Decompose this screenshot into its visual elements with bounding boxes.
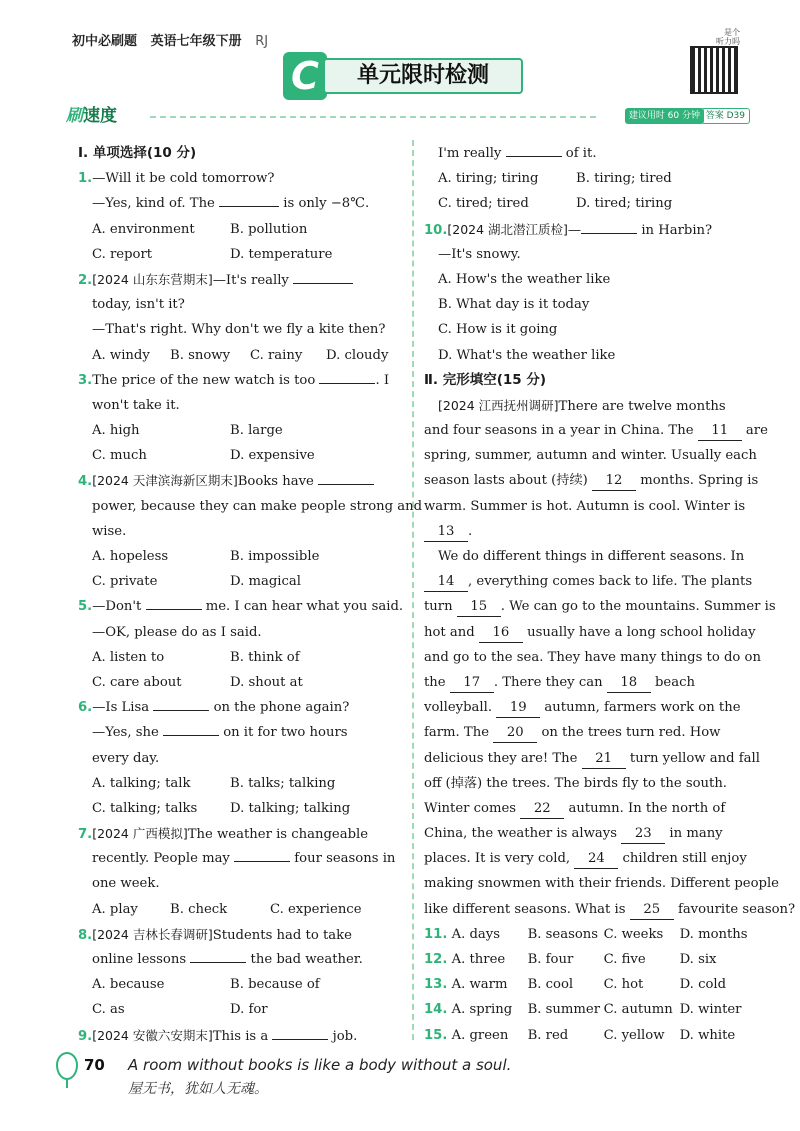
options-q1: A. environment B. pollution: [92, 221, 308, 237]
question-10: 10.[2024 湖北潜江质检]— in Harbin?: [424, 221, 713, 238]
passage-line: hot and 16 usually have a long school holiday: [424, 620, 750, 645]
passage-line: and go to the sea. They have many things to do on: [424, 649, 761, 665]
passage-line: China, the weather is always 23 in many: [424, 821, 750, 846]
cloze-options-11: 11. A. days B. seasons C. weeks D. months: [424, 926, 748, 942]
cloze-blank[interactable]: 18: [607, 674, 651, 693]
answer-blank[interactable]: [219, 193, 279, 207]
cloze-options-14: 14. A. spring B. summer C. autumn D. winter: [424, 1002, 742, 1018]
options-q8: A. because B. because of: [92, 977, 320, 993]
cloze-blank[interactable]: 16: [479, 624, 523, 643]
qr-label: 是个 听力吗: [716, 28, 740, 46]
column-divider: [412, 140, 414, 1040]
passage-line: turn 15 . We can go to the mountains. Summer is: [424, 594, 750, 619]
dashed-divider: [150, 116, 600, 118]
cloze-blank[interactable]: 25: [630, 901, 674, 920]
page-number: 70: [84, 1056, 105, 1074]
cloze-options-12: 12. A. three B. four C. five D. six: [424, 952, 717, 967]
title-letter: C: [283, 52, 327, 100]
qr-code-icon: [690, 46, 738, 94]
cloze-blank[interactable]: 19: [496, 699, 540, 718]
footer-quote-en: A room without books is like a body without a soul.: [128, 1056, 512, 1074]
suggested-time-badge: 建议用时 60 分钟: [625, 108, 704, 124]
right-column: I'm really of it. A. tiring; tiring B. tiring; tired C. tired; tired D. tired; tiring 10.[2024 湖北潜江质检]— in Harbin? —It's snowy. A. How's the weather like B. What day is it today C. How is it going D. What's the weather like Ⅱ. 完形填空(15 分) [2024 江西抚州调研]There are twelve months and four seasons in a year in China. The 11 are spring, summer, autumn and winter. Usually each season lasts about (持续) 12 months. Spring is warm. Summer is hot. Autumn is cool. Winter is 13 . We do different things in different seasons. In 14 , everything comes back to life. The plants turn 15 . We can go to the mountains. Summer is hot and 16 usually have a long school holiday and go to the sea. They have many things to do on the 17 . There they can 18 beach volleyball. 19 autumn, farmers work on the farm. The 20 on the trees turn red. How delicious they are! The 21 turn yellow and fall off (掉落) the trees. The birds fly to the south. Winter comes 22 autumn. In the north of China, the weather is always 23 in many places. It is very cold, 24 children still enjoy making snowmen with their friends. Different people like different seasons. What is 25 favourite season? 11. A. days B. seasons C. weeks D. months 12. A. three B. four C. five D. six 13. A. warm B. cool C. hot D. cold 14. A. spring B. summer C. autumn D. winter 15. A. green B. red C. yellow D. white: [424, 141, 750, 1048]
cloze-blank[interactable]: 21: [582, 750, 626, 769]
title-text: 单元限时检测: [323, 58, 523, 94]
question-4: 4.[2024 天津滨海新区期末]Books have: [78, 468, 404, 493]
options-q9: A. tiring; tiring B. tiring; tired: [438, 171, 672, 187]
question-6: 6.—Is Lisa on the phone again?: [78, 695, 404, 720]
passage-line: off (掉落) the trees. The birds fly to the south.: [424, 775, 728, 791]
cloze-options-15: 15. A. green B. red C. yellow D. white: [424, 1027, 736, 1043]
passage-line: like different seasons. What is 25 favourite season?: [424, 897, 750, 922]
cloze-blank[interactable]: 22: [520, 800, 564, 819]
passage-line: places. It is very cold, 24 children still enjoy: [424, 846, 750, 871]
options-q2: A. windy B. snowy C. rainy D. cloudy: [92, 347, 389, 363]
cloze-blank[interactable]: 15: [457, 598, 501, 617]
book-header: [72, 30, 268, 49]
cloze-blank[interactable]: 11: [698, 422, 742, 441]
answer-blank[interactable]: [318, 471, 374, 485]
passage-line: delicious they are! The 21 turn yellow and fall: [424, 746, 750, 771]
left-column: Ⅰ. 单项选择(10 分) 1.—Will it be cold tomorrow? —Yes, kind of. The is only −8℃. A. environment B. pollution C. report D. temperature 2.[2024 山东东营期末]—It's really today, isn't it? —That's right. Why don't we fly a kite then? A. windy B. snowy C. rainy D. cloudy 3.The price of the new watch is too . I won't take it. A. high B. large C. much D. expensive 4.[2024 天津滨海新区期末]Books have power, because they can make people strong and wise. A. hopeless B. impossible C. private D. magical 5.—Don't me. I can hear what you said. —OK, please do as I said. A. listen to B. think of C. care about D. shout at 6.—Is Lisa on the phone again? —Yes, she on it for two hours every day. A. talking; talk B. talks; talking C. talking; talks D. talking; talking 7.[2024 广西模拟]The weather is changeable recently. People may four seasons in one week. A. play B. check C. experience 8.[2024 吉林长春调研]Students had to take online lessons the bad weather. A. because B. because of C. as D. for 9.[2024 安徽六安期末]This is a job.: [78, 141, 404, 1048]
answer-blank[interactable]: [153, 697, 209, 711]
cloze-options-13: 13. A. warm B. cool C. hot D. cold: [424, 977, 727, 993]
balloon-icon: [56, 1052, 78, 1080]
passage-line: and four seasons in a year in China. The 11 are: [424, 418, 750, 443]
qr-code[interactable]: [690, 28, 740, 94]
cloze-blank[interactable]: 24: [574, 850, 618, 869]
book-edition: RJ: [255, 34, 269, 49]
question-8: 8.[2024 吉林长春调研]Students had to take: [78, 926, 352, 943]
passage-line: [2024 江西抚州调研]There are twelve months: [438, 397, 726, 414]
question-3: 3.The price of the new watch is too . I: [78, 368, 404, 393]
options-q5: A. listen to B. think of: [92, 649, 300, 665]
book-name: 初中必刷题: [72, 34, 138, 49]
passage-line: season lasts about (持续) 12 months. Spring is: [424, 468, 750, 493]
passage-line: 14 , everything comes back to life. The plants: [424, 569, 750, 594]
passage-line: the 17 . There they can 18 beach: [424, 670, 750, 695]
options-q4: A. hopeless B. impossible: [92, 549, 320, 564]
question-1: 1.—Will it be cold tomorrow?: [78, 171, 275, 187]
cloze-blank[interactable]: 17: [450, 674, 494, 693]
cloze-blank[interactable]: 23: [621, 825, 665, 844]
unit-test-title: [283, 56, 528, 96]
passage-line: farm. The 20 on the trees turn red. How: [424, 720, 750, 745]
speed-bar: [60, 104, 750, 130]
cloze-blank[interactable]: 13: [424, 523, 468, 542]
section-title-cloze: Ⅱ. 完形填空(15 分): [424, 371, 547, 388]
answer-blank[interactable]: [581, 220, 637, 234]
cloze-blank[interactable]: 20: [493, 724, 537, 743]
answer-blank[interactable]: [293, 270, 353, 284]
question-5: 5.—Don't me. I can hear what you said.: [78, 594, 404, 619]
speed-label: 刷速度: [66, 106, 117, 126]
passage-line: warm. Summer is hot. Autumn is cool. Winter is: [424, 498, 746, 514]
passage-line: 13 .: [424, 519, 750, 544]
answer-blank[interactable]: [146, 596, 202, 610]
passage-line: volleyball. 19 autumn, farmers work on the: [424, 695, 750, 720]
passage-line: Winter comes 22 autumn. In the north of: [424, 796, 750, 821]
cloze-blank[interactable]: 14: [424, 573, 468, 592]
passage-line: making snowmen with their friends. Different people: [424, 876, 779, 892]
question-9: 9.[2024 安徽六安期末]This is a job.: [78, 1027, 358, 1044]
answer-blank[interactable]: [163, 722, 219, 736]
cloze-blank[interactable]: 12: [592, 472, 636, 491]
options-q6: A. talking; talk B. talks; talking: [92, 775, 336, 791]
answer-page-badge: 答案 D39: [701, 108, 750, 124]
answer-blank[interactable]: [272, 1026, 328, 1040]
answer-blank[interactable]: [190, 949, 246, 963]
answer-blank[interactable]: [319, 370, 375, 384]
question-2: 2.[2024 山东东营期末]—It's really: [78, 267, 404, 292]
section-title-single-choice: Ⅰ. 单项选择(10 分): [78, 145, 197, 161]
options-q7: A. play B. check C. experience: [92, 901, 362, 917]
passage-line: We do different things in different seasons. In: [438, 549, 745, 564]
question-7: 7.[2024 广西模拟]The weather is changeable: [78, 826, 369, 843]
passage-line: spring, summer, autumn and winter. Usually each: [424, 448, 757, 464]
answer-blank[interactable]: [506, 143, 562, 157]
book-subject: 英语七年级下册: [150, 34, 242, 49]
answer-blank[interactable]: [234, 848, 290, 862]
page-footer: [56, 1052, 756, 1100]
footer-quote-cn: 屋无书，犹如人无魂。: [128, 1081, 268, 1097]
options-q3: A. high B. large: [92, 423, 283, 439]
